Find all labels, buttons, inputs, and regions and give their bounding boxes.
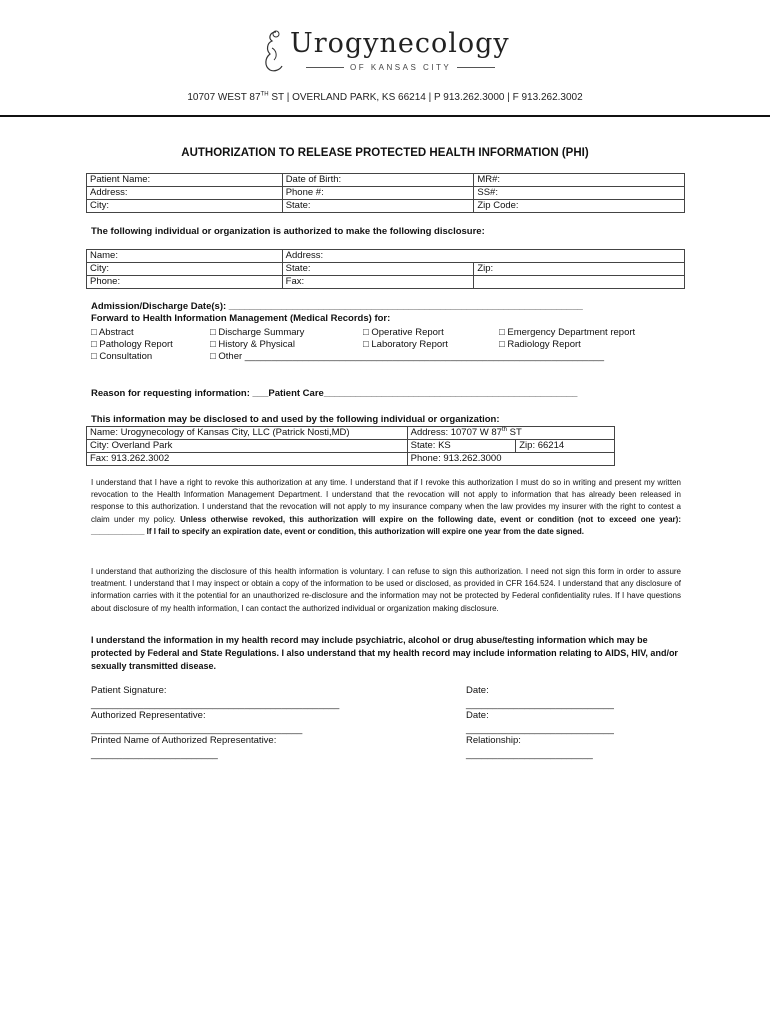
logo-title: Urogynecology — [290, 28, 510, 59]
recipient-state: State: KS — [407, 440, 516, 453]
reason-label: Reason for requesting information: ___ — [91, 388, 269, 399]
date-line-1[interactable]: ____________________________ — [466, 699, 614, 710]
table-row — [87, 440, 615, 453]
recipient-phone: Phone: 913.262.3000 — [407, 453, 614, 466]
table-row — [87, 453, 615, 466]
patient-signature-line[interactable]: _______________________________________________ — [91, 699, 340, 710]
table-row — [87, 263, 685, 276]
clinic-address: 10707 WEST 87TH ST | OVERLAND PARK, KS 66214 | P 913.262.3000 | F 913.262.3002 — [187, 91, 583, 103]
authorized-rep-label: Authorized Representative: — [91, 710, 206, 721]
checkbox-discharge-summary[interactable]: □ Discharge Summary — [210, 327, 305, 338]
checkbox-emergency-report[interactable]: □ Emergency Department report — [499, 327, 636, 338]
phone-field[interactable]: Phone #: — [282, 187, 474, 200]
checkbox-radiology-report[interactable]: □ Radiology Report — [499, 339, 581, 350]
auth-state-field[interactable]: State: — [282, 263, 474, 276]
authorized-heading: The following individual or organization is authorized to make the following disclosure: — [91, 226, 485, 237]
logo-subtitle: OF KANSAS CITY — [300, 63, 495, 72]
checkbox-laboratory-report[interactable]: □ Laboratory Report — [363, 339, 448, 350]
recipient-address: Address: 10707 W 87th ST — [407, 427, 614, 440]
table-row — [87, 200, 685, 213]
sensitive-info-paragraph: I understand the information in my health record may include psychiatric, alcohol or drug abuse/testing information which may be protected by Federal and State Regulations. I also understand that my health record may include information relating to AIDS, HIV, and/or sexually transmitted disease. — [91, 635, 678, 671]
table-row — [87, 250, 685, 263]
printed-name-line[interactable]: ________________________ — [91, 749, 218, 760]
forward-heading: Forward to Health Information Management (Medical Records) for: — [91, 313, 391, 324]
header-divider — [0, 115, 770, 117]
voluntary-paragraph: I understand that authorizing the disclosure of this health information is voluntary. I can refuse to sign this authorization. I need not sign this form in order to assure treatment. I understand that I may inspect or obtain a copy of the information to be used or disclosed, as provided in CFR 164.524. I understand that any disclosure of information carries with it the potential for an unauthorized re-disclosure and the information may not be protected by Federal confidentiality rules. If I have questions about disclosure of my health information, I can contact the authorized individual or organization making disclosure. — [91, 567, 681, 613]
date-line-2[interactable]: ____________________________ — [466, 724, 614, 735]
reason-value: Patient Care — [268, 388, 324, 399]
date-label-2: Date: — [466, 710, 489, 721]
mr-number-field[interactable]: MR#: — [474, 174, 685, 187]
auth-city-field[interactable]: City: — [87, 263, 283, 276]
auth-address-field[interactable]: Address: — [282, 250, 684, 263]
relationship-label: Relationship: — [466, 735, 521, 746]
recipient-fax: Fax: 913.262.3002 — [87, 453, 408, 466]
checkbox-history-physical[interactable]: □ History & Physical — [210, 339, 295, 350]
recipient-city: City: Overland Park — [87, 440, 408, 453]
auth-zip-field[interactable]: Zip: — [474, 263, 685, 276]
revocation-paragraph: I understand that I have a right to revoke this authorization at any time. I understand that if I revoke this authorization I must do so in writing and present my written revocation to the Health Information Management Department. I understand that the revocation will not apply to information that has already been released in response to this authorization. I understand that the revocation will not apply to my insurance company when the law provides my insurer with the right to contest a claim under my policy. Unless otherwise revoked, this authorization will expire on the following date, event or condition (not to exceed one year): ____________ If I fail to specify an expiration date, event or condition, this authorization will expire one year from the date signed. — [91, 478, 681, 536]
form-title: AUTHORIZATION TO RELEASE PROTECTED HEALTH INFORMATION (PHI) — [181, 147, 589, 159]
patient-city-field[interactable]: City: — [87, 200, 283, 213]
patient-info-table — [86, 173, 685, 213]
recipient-name: Name: Urogynecology of Kansas City, LLC (Patrick Nosti,MD) — [87, 427, 408, 440]
auth-empty-cell — [474, 276, 685, 289]
table-row — [87, 187, 685, 200]
authorized-rep-line[interactable]: ________________________________________ — [91, 724, 303, 735]
logo-figure-icon — [258, 28, 290, 74]
disclosed-heading: This information may be disclosed to and used by the following individual or organization: — [91, 414, 500, 425]
zip-code-field[interactable]: Zip Code: — [474, 200, 685, 213]
recipient-zip: Zip: 66214 — [516, 440, 615, 453]
auth-fax-field[interactable]: Fax: — [282, 276, 474, 289]
patient-address-field[interactable]: Address: — [87, 187, 283, 200]
admission-dates-field[interactable]: Admission/Discharge Date(s): ___________________________________________________________________ — [91, 301, 583, 312]
ssn-field[interactable]: SS#: — [474, 187, 685, 200]
checkbox-abstract[interactable]: □ Abstract — [91, 327, 134, 338]
checkbox-other[interactable]: □ Other ____________________________________________________________________ — [210, 351, 605, 362]
checkbox-pathology-report[interactable]: □ Pathology Report — [91, 339, 173, 350]
recipient-table — [86, 426, 615, 466]
table-row — [87, 276, 685, 289]
relationship-line[interactable]: ________________________ — [466, 749, 593, 760]
patient-signature-label: Patient Signature: — [91, 685, 167, 696]
reason-field[interactable]: Reason for requesting information: ___Patient Care________________________________________________ — [91, 388, 578, 399]
patient-state-field[interactable]: State: — [282, 200, 474, 213]
auth-phone-field[interactable]: Phone: — [87, 276, 283, 289]
date-label-1: Date: — [466, 685, 489, 696]
checkbox-consultation[interactable]: □ Consultation — [91, 351, 153, 362]
table-row — [87, 174, 685, 187]
table-row — [87, 427, 615, 440]
auth-name-field[interactable]: Name: — [87, 250, 283, 263]
patient-name-field[interactable]: Patient Name: — [87, 174, 283, 187]
date-of-birth-field[interactable]: Date of Birth: — [282, 174, 474, 187]
printed-name-label: Printed Name of Authorized Representative: — [91, 735, 277, 746]
authorized-party-table — [86, 249, 685, 289]
checkbox-operative-report[interactable]: □ Operative Report — [363, 327, 444, 338]
